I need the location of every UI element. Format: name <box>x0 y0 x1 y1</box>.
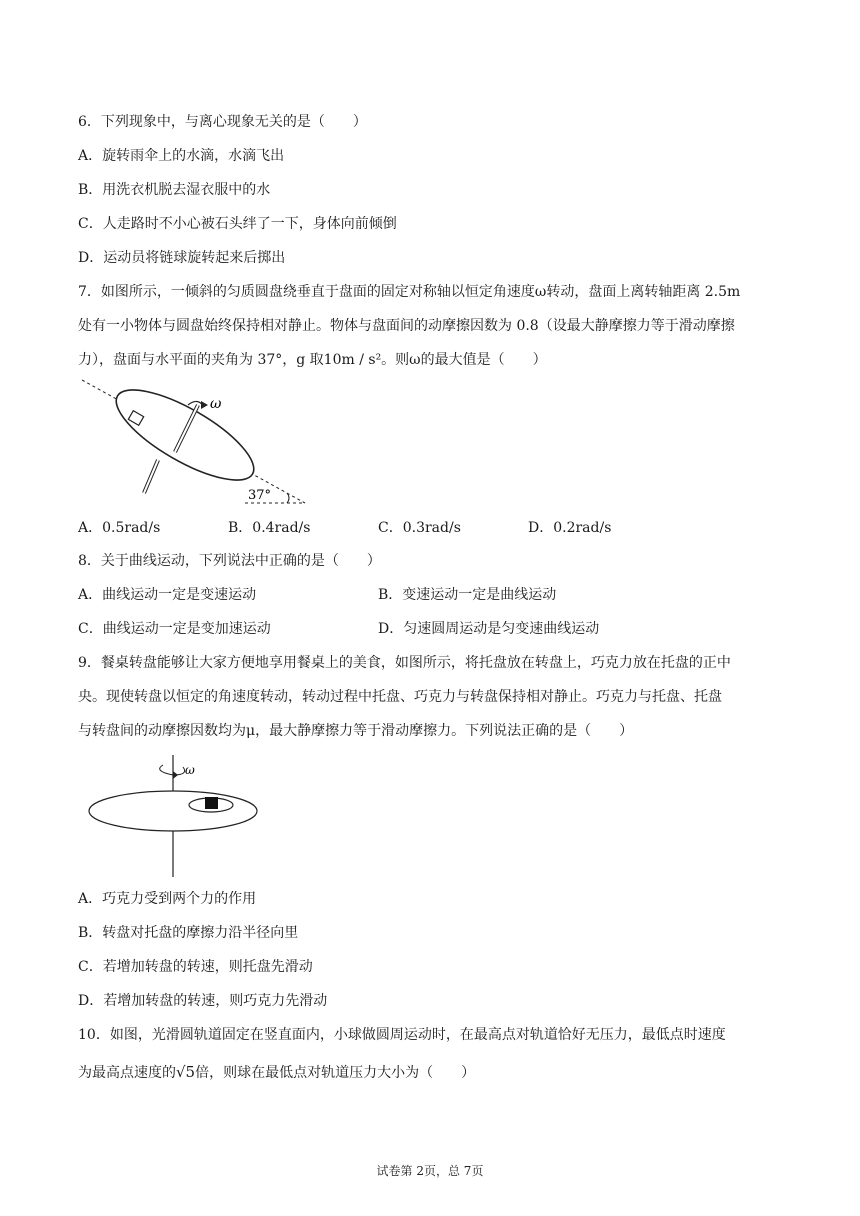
q9-option-a: A．巧克力受到两个力的作用 <box>78 891 257 907</box>
q8-option-c: C．曲线运动一定是变加速运动 <box>78 621 271 637</box>
rotation-arrow-icon <box>160 765 185 775</box>
q10-stem-line2 <box>78 1063 475 1082</box>
q7-stem-line1: 7．如图所示，一倾斜的匀质圆盘绕垂直于盘面的固定对称轴以恒定角速度ω转动，盘面上离转轴距离 2.5m <box>78 284 741 300</box>
q6-option-c: C．人走路时不小心被石头绊了一下，身体向前倾倒 <box>78 216 397 232</box>
q9-option-d: D．若增加转盘的转速，则巧克力先滑动 <box>78 993 328 1009</box>
q7-option-d: D．0.2rad/s <box>528 520 612 536</box>
q6-stem: 6．下列现象中，与离心现象无关的是（ ） <box>78 114 367 130</box>
q7-option-c: C．0.3rad/s <box>378 520 461 536</box>
q8-option-b: B．变速运动一定是曲线运动 <box>378 587 557 603</box>
turntable <box>89 791 257 831</box>
q7-option-b: B．0.4rad/s <box>228 520 311 536</box>
q9-stem-line1: 9．餐桌转盘能够让大家方便地享用餐桌上的美食，如图所示，将托盘放在转盘上，巧克力放在托盘的正中 <box>78 655 731 671</box>
q9-option-b: B．转盘对托盘的摩擦力沿半径向里 <box>78 925 299 941</box>
q8-option-a: A．曲线运动一定是变速运动 <box>78 587 257 603</box>
q6-option-a: A．旋转雨伞上的水滴，水滴飞出 <box>78 148 285 164</box>
q9-stem-line2: 央。现使转盘以恒定的角速度转动，转动过程中托盘、巧克力与转盘保持相对静止。巧克力与托盘、托盘 <box>78 689 722 705</box>
q9-turntable-figure <box>85 755 265 880</box>
q7-option-a: A．0.5rad/s <box>78 520 161 536</box>
q8-option-d: D．匀速圆周运动是匀变速曲线运动 <box>378 621 600 637</box>
page-footer: 试卷第 2页，总 7页 <box>376 1164 484 1178</box>
q10-stem-line1: 10．如图，光滑圆轨道固定在竖直面内，小球做圆周运动时，在最高点对轨道恰好无压力，最低点时速度 <box>78 1027 726 1043</box>
q6-option-b: B．用洗衣机脱去湿衣服中的水 <box>78 182 271 198</box>
q10-text-post: 倍，则球在最低点对轨道压力大小为（ ） <box>195 1065 476 1081</box>
q7-stem-line2: 处有一小物体与圆盘始终保持相对静止。物体与盘面间的动摩擦因数为 0.8（设最大静摩擦力等于滑动摩擦 <box>78 318 735 334</box>
omega-label: ω <box>210 396 222 412</box>
q7-stem-line3: 力），盘面与水平面的夹角为 37°，g 取10m / s²。则ω的最大值是（ ） <box>78 352 547 368</box>
chocolate <box>205 797 218 809</box>
q7-tilted-disc-figure <box>80 375 310 510</box>
q9-option-c: C．若增加转盘的转速，则托盘先滑动 <box>78 959 313 975</box>
q8-stem: 8．关于曲线运动，下列说法中正确的是（ ） <box>78 553 381 569</box>
q9-stem-line3: 与转盘间的动摩擦因数均为μ，最大静摩擦力等于滑动摩擦力。下列说法正确的是（ ） <box>78 723 634 739</box>
q6-option-d: D．运动员将链球旋转起来后掷出 <box>78 250 286 266</box>
q10-radical: √5 <box>176 1063 196 1081</box>
q10-text-pre: 为最高点速度的 <box>78 1065 176 1081</box>
angle-label: 37° <box>248 488 272 503</box>
omega-label: ω <box>185 763 195 777</box>
